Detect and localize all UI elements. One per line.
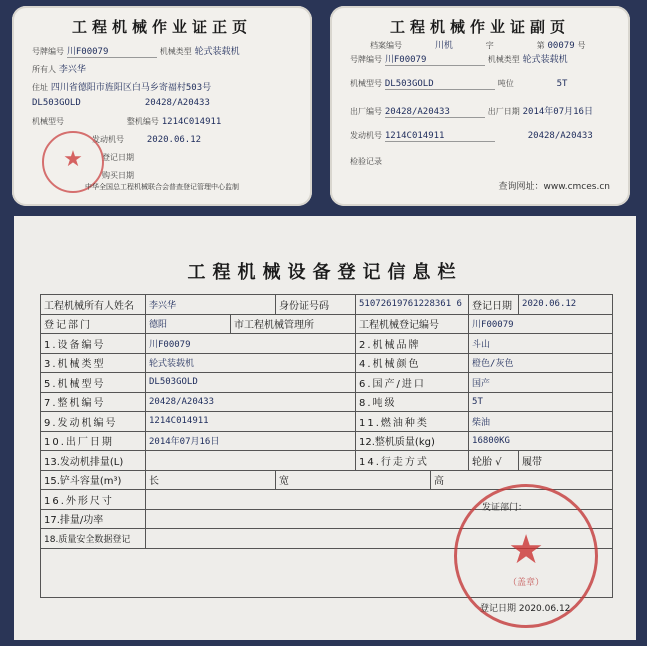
table-row: 16.外形尺寸 — [41, 490, 613, 510]
back-row-plate: 号牌编号 川F00079 机械类型 轮式装载机 — [350, 52, 618, 68]
back-row-model: 机械型号 DL503GOLD 吨位 5T — [350, 79, 568, 89]
table-row: 5.机械型号 DL503GOLD 6.国产/进口 国产 — [41, 373, 613, 393]
front-card — [12, 6, 312, 206]
front-card-title: 工程机械作业证正页 — [71, 18, 252, 36]
issuer-seal-stamp: ★ （盖章） — [454, 484, 598, 628]
front-row-buydate: 购买日期 — [102, 171, 134, 180]
table-row: 3.机械类型 轮式装载机 4.机械颜色 橙色/灰色 — [41, 353, 613, 373]
table-row: 工程机械所有人姓名 李兴华 身份证号码 51072619761228361 6 登记日期 2020.06.12 — [41, 295, 613, 315]
front-row-model: DL503GOLD 20428/A20433 — [32, 98, 210, 108]
table-row: 登记部门 德阳 市工程机械管理所 工程机械登记编号 川F00079 — [41, 314, 613, 334]
table-row: 18.质量安全数据登记 — [41, 529, 613, 549]
registration-date-footer: 登记日期 2020.06.12 — [480, 604, 571, 614]
table-row: 15.铲斗容量(m³) 长 宽 高 — [41, 470, 613, 490]
front-row-address: 住址 四川省德阳市旌阳区白马乡寄福村503号 — [32, 83, 212, 93]
front-row-engine: 发动机号 2020.06.12 — [92, 135, 202, 145]
table-row: 10.出厂日期 2014年07月16日 12.整机质量(kg) 16800KG — [41, 431, 613, 451]
table-row: 9.发动机编号 1214C014911 11.燃油种类 柴油 — [41, 412, 613, 432]
front-card-footer: 中华全国总工程机械联合会普查登记管理中心监制 — [85, 183, 239, 191]
front-row-regdate: 登记日期 — [102, 153, 134, 162]
back-row-engine: 发动机号 1214C014911 20428/A20433 — [350, 131, 593, 141]
front-row-plate: 号牌编号 川F00079 机械类型 轮式装载机 — [32, 44, 300, 60]
table-row: 13.发动机排量(L) 14.行走方式 轮胎 √ 履带 — [41, 451, 613, 471]
back-card-title: 工程机械作业证副页 — [389, 18, 570, 36]
table-row: 17.排量/功率 — [41, 509, 613, 529]
back-card — [330, 6, 630, 206]
star-icon: ★ — [63, 147, 83, 172]
back-row-archive: 档案编号 川机 字 第 00079 号 — [370, 41, 586, 51]
front-row-owner: 所有人 李兴华 — [32, 65, 86, 75]
back-card-footer: 查询网址：www.cmces.cn — [498, 182, 610, 192]
table-row: 1.设备编号 川F00079 2.机械品牌 斗山 — [41, 334, 613, 354]
issuing-department-label: 发证部门： — [482, 503, 528, 513]
back-row-inspection: 检验记录 — [350, 157, 382, 166]
back-row-factory: 出厂编号 20428/A20433 出厂日期 2014年07月16日 — [350, 107, 593, 117]
star-icon: ★ — [508, 527, 544, 573]
table-row: 7.整机编号 20428/A20433 8.吨级 5T — [41, 392, 613, 412]
front-row-serial: 机械型号 整机编号 1214C014911 — [32, 117, 222, 127]
page-title: 工程机械设备登记信息栏 — [187, 262, 463, 283]
registration-page — [14, 216, 636, 640]
